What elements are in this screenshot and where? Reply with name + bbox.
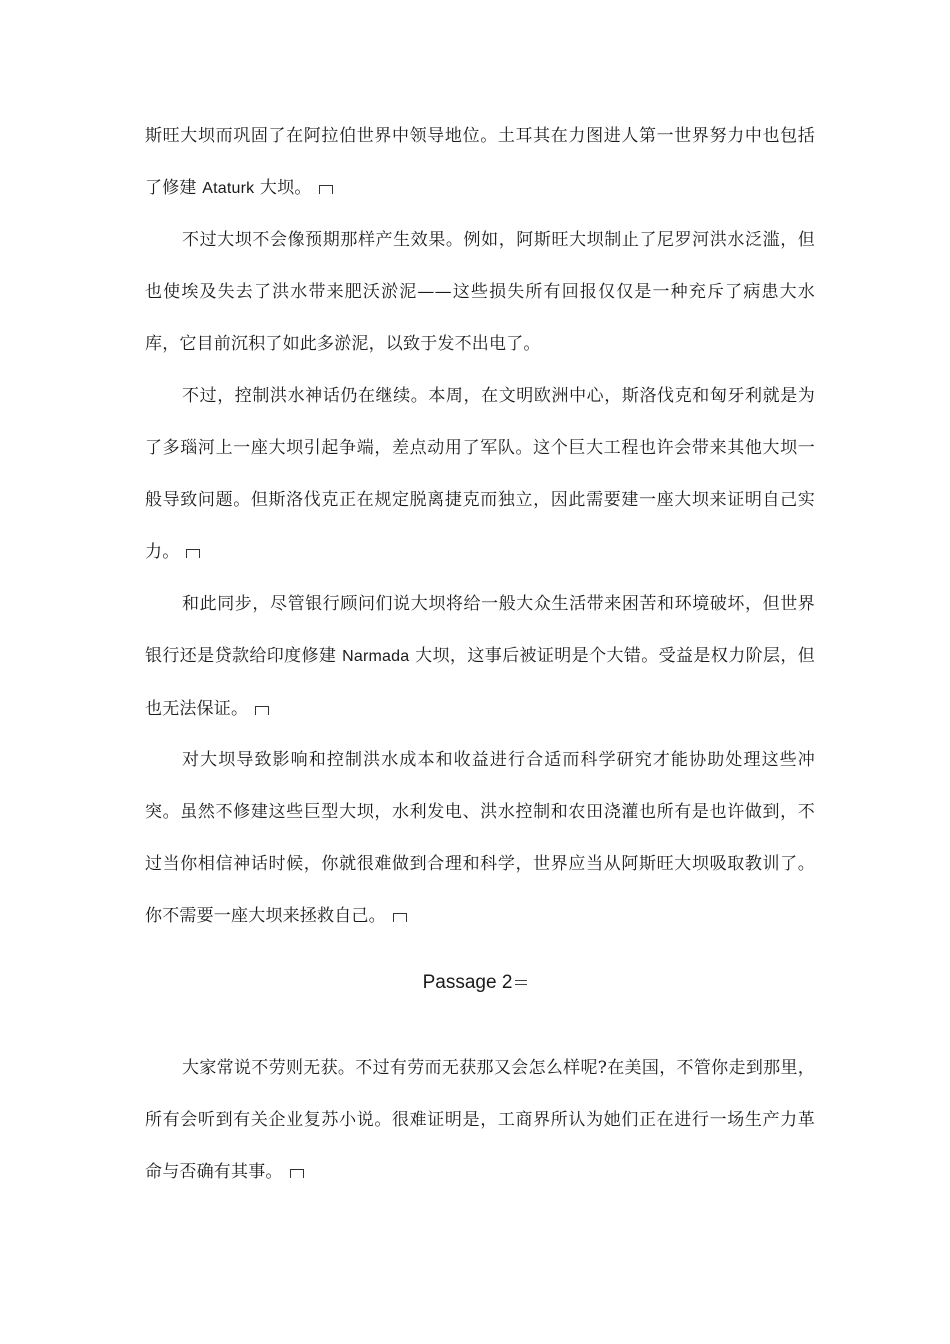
paragraph-text: 不过，控制洪水神话仍在继续。本周，在文明欧洲中心，斯洛伐克和匈牙利就是为了多瑙河上一座大坝引起争端，差点动用了军队。这个巨大工程也许会带来其他大坝一般导致问题。但斯洛伐克正在规定脱离捷克而独立，因此需要建一座大坝来证明自己实力。	[145, 386, 815, 562]
paragraph-mark-icon	[254, 706, 270, 715]
paragraph-world-bank-narmada	[145, 578, 815, 735]
paragraph-mark-icon	[185, 549, 201, 558]
paragraph-mark-icon	[318, 185, 334, 194]
paragraph-text: 大坝，这事后被证明是个大错。受益是权力阶层，但也无法保证。	[145, 646, 815, 719]
paragraph-flood-control-myth	[145, 370, 815, 578]
section-heading-passage-2	[0, 972, 950, 994]
paragraph-aswan-arab-leadership	[145, 110, 815, 215]
paragraph-text: 斯旺大坝而巩固了在阿拉伯世界中领导地位。土耳其在力图进人第一世界努力中也包括了修建	[145, 126, 815, 198]
dam-name-ataturk: Ataturk	[202, 180, 255, 197]
dam-name-narmada: Narmada	[342, 648, 410, 665]
paragraph-dam-effects	[145, 214, 815, 370]
paragraph-text: 大坝。	[254, 178, 312, 198]
paragraph-scientific-study	[145, 734, 815, 942]
paragraph-mark-icon	[392, 913, 408, 922]
paragraph-mark-icon	[289, 1169, 305, 1178]
paragraph-text: 对大坝导致影响和控制洪水成本和收益进行合适而科学研究才能协助处理这些冲突。虽然不修建这些巨型大坝，水利发电、洪水控制和农田浇灌也所有是也许做到，不过当你相信神话时候，你就很难做到合理和科学，世界应当从阿斯旺大坝吸取教训了。你不需要一座大坝来拯救自己。	[145, 750, 815, 926]
section-heading-text: Passage 2	[422, 972, 513, 993]
paragraph-no-pain-no-gain	[145, 1042, 815, 1198]
paragraph-text: 和此同步，尽管银行顾问们说大坝将给一般大众生活带来困苦和环境破坏，但世界银行还是贷款给印度修建	[145, 594, 815, 666]
paragraph-text: 不过大坝不会像预期那样产生效果。例如，阿斯旺大坝制止了尼罗河洪水泛滥，但也使埃及失去了洪水带来肥沃淤泥——这些损失所有回报仅仅是一种充斥了病患大水库，它目前沉积了如此多淤泥，以致于发不出电了。	[145, 230, 815, 354]
heading-mark-icon	[515, 978, 527, 986]
paragraph-text: 大家常说不劳则无获。不过有劳而无获那又会怎么样呢?在美国，不管你走到那里，所有会听到有关企业复苏小说。很难证明是，工商界所认为她们正在进行一场生产力革命与否确有其事。	[145, 1058, 815, 1182]
